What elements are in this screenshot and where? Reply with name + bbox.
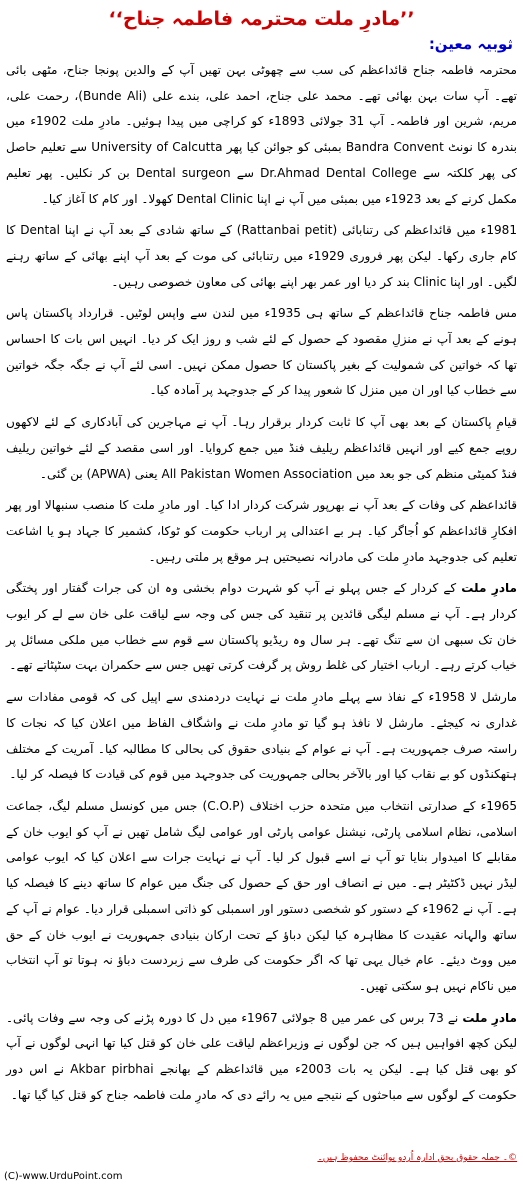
article-title: ’’مادرِ ملت محترمہ فاطمہ جناح‘‘ — [108, 8, 415, 30]
paragraph-1 — [6, 58, 517, 212]
site-credit: (C)-www.UrduPoint.com — [4, 1171, 123, 1182]
paragraph-2 — [6, 218, 517, 295]
paragraph-8 — [6, 794, 517, 1000]
paragraph-6 — [6, 576, 517, 679]
paragraph-7-text: مارشل لا 1958ء کے نفاذ سے پہلے مادرِ ملت نے نہایت دردمندی سے اپیل کی کہ قومی مفادات سے غداری نہ کیجئے۔ مارشل لا نافذ ہو گیا تو مادرِ ملت نے واشگاف الفاظ میں اعلان کیا کہ نجات کا راستہ صرف جمہوریت ہے۔ آپ نے عوام کے بنیادی حقوق کی بحالی کا مطالبہ کیا۔ آمریت کے مختلف ہتھکنڈوں کو بے نقاب کیا اور بالآخر بحالی جمہوریت کی جدوجہد میں قوم کی قیادت کا فیصلہ کر لیا۔ — [6, 690, 517, 782]
paragraph-1-text: محترمہ فاطمہ جناح قائداعظم کی سب سے چھوٹی بہن تھیں آپ کے والدین پونجا جناح، مٹھی بائی تھے۔ آپ سات بہن بھائی تھے۔ محمد علی جناح، احمد علی، بندے علی (Bunde Ali)، رحمت علی، مریم، شرین اور فاطمہ۔ آپ 31 جولائی 1893ء کو کراچی میں پیدا ہوئیں۔ مادرِ ملت 1902ء میں بندرہ کا نونٹ Bandra Convent بمبئی کو جوائن کیا پھر University of Calcutta سے تعلیم حاصل کی پھر کلکتہ سے Dr.Ahmad Dental College سے Dental surgeon بن کر نکلیں۔ پھر تعلیم مکمل کرنے کے بعد 1923ء میں بمبئی میں آپ نے اپنا Dental Clinic کھولا۔ اور کام کا آغاز کیا۔ — [6, 63, 518, 206]
paragraph-9-lead: مادرِ ملت — [462, 1010, 518, 1025]
paragraph-4-text: قیامِ پاکستان کے بعد بھی آپ کا ثابت کردار برقرار رہا۔ آپ نے مہاجرین کی آبادکاری کے لئے لاکھوں روپے جمع کیے اور انہیں قائداعظم ریلیف فنڈ میں جمع کروایا۔ اور اسی مقصد کے لئے خواتین ریلیف فنڈ کمیٹی منظم کی جو بعد میں All Pakistan Women Association یعنی (APWA) بن گئی۔ — [6, 415, 517, 481]
paragraph-8-text: 1965ء کے صدارتی انتخاب میں متحدہ حزب اختلاف (C.O.P) جس میں کونسل مسلم لیگ، جماعت اسلامی، نظام اسلامی پارٹی، نیشنل عوامی پارٹی اور عوامی لیگ شامل تھیں نے آپ کو ایوب خان کے مقابلے کا امیدوار بنایا تو آپ نے اسے قبول کر لیا۔ آپ نے نہایت جرات سے اعلان کیا کہ ایوب عوامی لیڈر نہیں ڈکٹیٹر ہے۔ میں نے انصاف اور حق کے حصول کی جنگ میں عوام کا ساتھ دینے کا فیصلہ کیا ہے۔ آپ نے 1962ء کے دستور کو شخصی دستور اور اسمبلی کو ذاتی اسمبلی قرار دیا۔ عوام نے آپ کے ساتھ والہانہ عقیدت کا مظاہرہ کیا لیکن دباؤ کے تحت ارکان بنیادی جمہوریت نے ایوب خان کے حق میں ووٹ دیئے۔ عام خیال یہی تھا کہ اگر حکومت کی طرف سے زبردست دباؤ نہ ہوتا تو آپ انتخاب میں ناکام نہیں ہو سکتی تھیں۔ — [6, 798, 517, 993]
paragraph-9 — [6, 1006, 517, 1109]
paragraph-5 — [6, 493, 517, 570]
paragraph-3 — [6, 301, 517, 404]
copyright-row — [6, 1150, 517, 1168]
paragraph-5-text: قائداعظم کی وفات کے بعد آپ نے بھرپور شرکت کردار ادا کیا۔ اور مادرِ ملت کا منصب سنبھالا اور پھر افکارِ قائداعظم کو اُجاگر کیا۔ ہر بے اعتدالی پر ارباب حکومت کو ٹوکا، کشمیر کا جہاد ہو یا اشاعت تعلیم کی جدوجہد مادرِ ملت کی مادرانہ نصیحتیں ہر موقع پر ملتی رہیں۔ — [6, 498, 517, 564]
paragraph-2-text: 1981ء میں قائداعظم کی رتنابائی (Rattanbai petit) کے ساتھ شادی کے بعد آپ نے اپنا Dental کا کام جاری رکھا۔ لیکن پھر فروری 1929ء میں رتنابائی کی موت کے بعد آپ اپنے بھائی کے ساتھ رہنے لگیں۔ اور اپنا Clinic بند کر دیا اور عمر بھر اپنے بھائی کی معاون خصوصی رہیں۔ — [6, 223, 517, 289]
author-name: ثوبیہ معین: — [428, 35, 513, 53]
article-body — [6, 58, 517, 1108]
paragraph-6-text: کے کردار کے جس پہلو نے آپ کو شہرت دوام بخشی وہ ان کی جرات گفتار اور پختگی کردار ہے۔ آپ نے مسلم لیگی قائدین پر تنقید کی جس کی وجہ سے لیاقت علی خان سے لے کر ایوب خان تک سبھی ان سے تنگ تھے۔ ہر سال وہ ریڈیو پاکستان سے قوم سے خطاب میں ملکی مسائل پر خیاب کرتے رہے۔ ارباب اختیار کی غلط روش پر گرفت کرتی تھیں جس سے حکمران بہت سٹپٹاتے تھے۔ — [6, 581, 517, 673]
paragraph-7 — [6, 685, 517, 788]
paragraph-6-lead: مادرِ ملت — [461, 581, 517, 596]
paragraph-9-text: نے 73 برس کی عمر میں 8 جولائی 1967ء میں دل کا دورہ پڑنے کی وجہ سے وفات پائی۔ لیکن کچھ افواہیں ہیں کہ جن لوگوں نے وزیراعظم لیاقت علی خان کو قتل کیا تھا انہی لوگوں نے آپ کو بھی قتل کیا ہے۔ لیکن یہ بات 2003ء میں قائداعظم کے بھانجے Akbar pirbhai نے اس دور حکومت کے لوگوں سے مباحثوں کے نتیجے میں یہ رائے دی کہ مادرِ ملت فاطمہ جناح کو قتل کیا گیا تھا۔ — [6, 1010, 517, 1102]
paragraph-3-text: مس فاطمہ جناح قائداعظم کے ساتھ ہی 1935ء میں لندن سے واپس لوٹیں۔ قرارداد پاکستان پاس ہونے کے بعد آپ نے منزلِ مقصود کے حصول کے لئے شب و روز ایک کر دیا۔ انہیں اس بات کا احساس تھا کہ خواتین کی شمولیت کے بغیر پاکستان کا حصول ممکن نہیں۔ اسی لئے آپ نے جگہ جگہ خواتین سے خطاب کیا اور ان میں منزل کا شعور پیدا کر کے جدوجہد پر آمادہ کیا۔ — [6, 306, 517, 398]
paragraph-4 — [6, 410, 517, 487]
copyright-notice: ©۔ جملہ حقوق بحق ادارہ اُردو پوائنٹ محفوظ ہیں۔ — [317, 1153, 517, 1163]
